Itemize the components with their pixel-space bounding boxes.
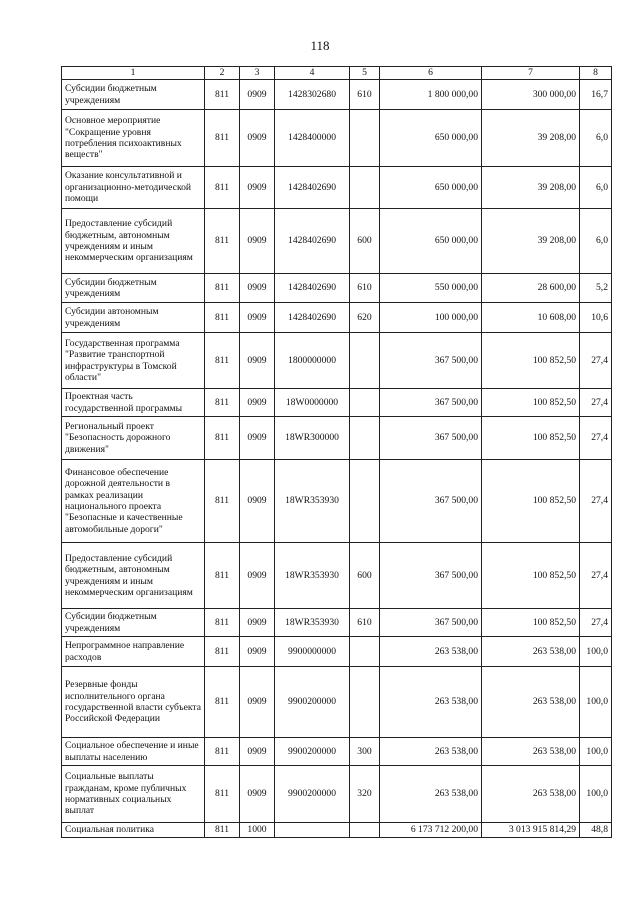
row-name-cell: Проектная часть государственной программы — [62, 389, 205, 417]
actual-amount-cell: 39 208,00 — [482, 209, 580, 274]
expense-type-cell — [350, 389, 380, 417]
admin-code-cell: 811 — [205, 766, 240, 823]
target-article-cell: 1428402690 — [275, 167, 350, 209]
percent-cell: 27,4 — [580, 417, 612, 460]
admin-code-cell: 811 — [205, 609, 240, 637]
section-code-cell: 0909 — [240, 303, 275, 333]
admin-code-cell: 811 — [205, 110, 240, 167]
table-row — [62, 738, 612, 766]
admin-code-cell: 811 — [205, 209, 240, 274]
actual-amount-cell: 263 538,00 — [482, 667, 580, 738]
admin-code-cell: 811 — [205, 80, 240, 110]
percent-cell: 27,4 — [580, 609, 612, 637]
expense-type-cell: 610 — [350, 274, 380, 303]
target-article-cell: 1800000000 — [275, 333, 350, 389]
actual-amount-cell: 28 600,00 — [482, 274, 580, 303]
table-row — [62, 460, 612, 543]
row-name-cell: Субсидии бюджетным учреждениям — [62, 609, 205, 637]
expense-type-cell: 600 — [350, 543, 380, 609]
expense-type-cell — [350, 417, 380, 460]
row-name-cell: Социальная политика — [62, 823, 205, 838]
target-article-cell — [275, 823, 350, 838]
expense-type-cell — [350, 637, 380, 667]
expense-type-cell: 600 — [350, 209, 380, 274]
actual-amount-cell: 100 852,50 — [482, 543, 580, 609]
target-article-cell: 9900200000 — [275, 766, 350, 823]
expense-type-cell: 610 — [350, 80, 380, 110]
target-article-cell: 18W0000000 — [275, 389, 350, 417]
table-row — [62, 766, 612, 823]
table-header-row — [62, 67, 612, 80]
section-code-cell: 0909 — [240, 766, 275, 823]
row-name-cell: Предоставление субсидий бюджетным, автономным учреждениям и иным некоммерческим организациям — [62, 209, 205, 274]
target-article-cell: 1428400000 — [275, 110, 350, 167]
target-article-cell: 18WR353930 — [275, 609, 350, 637]
percent-cell: 27,4 — [580, 389, 612, 417]
section-code-cell: 0909 — [240, 274, 275, 303]
expense-type-cell — [350, 460, 380, 543]
plan-amount-cell: 367 500,00 — [380, 609, 482, 637]
row-name-cell: Резервные фонды исполнительного органа государственной власти субъекта Российской Федерации — [62, 667, 205, 738]
table-row — [62, 823, 612, 838]
table-row — [62, 333, 612, 389]
admin-code-cell: 811 — [205, 274, 240, 303]
expense-type-cell — [350, 667, 380, 738]
row-name-cell: Субсидии бюджетным учреждениям — [62, 274, 205, 303]
row-name-cell: Субсидии автономным учреждениям — [62, 303, 205, 333]
plan-amount-cell: 650 000,00 — [380, 209, 482, 274]
target-article-cell: 9900000000 — [275, 637, 350, 667]
section-code-cell: 0909 — [240, 209, 275, 274]
row-name-cell: Основное мероприятие "Сокращение уровня потребления психоактивных веществ" — [62, 110, 205, 167]
column-header: 8 — [580, 67, 612, 80]
section-code-cell: 0909 — [240, 110, 275, 167]
table-row — [62, 274, 612, 303]
expense-type-cell — [350, 333, 380, 389]
section-code-cell: 0909 — [240, 609, 275, 637]
target-article-cell: 9900200000 — [275, 738, 350, 766]
plan-amount-cell: 263 538,00 — [380, 766, 482, 823]
plan-amount-cell: 367 500,00 — [380, 417, 482, 460]
column-header: 5 — [350, 67, 380, 80]
plan-amount-cell: 650 000,00 — [380, 167, 482, 209]
target-article-cell: 9900200000 — [275, 667, 350, 738]
percent-cell: 27,4 — [580, 333, 612, 389]
plan-amount-cell: 263 538,00 — [380, 637, 482, 667]
admin-code-cell: 811 — [205, 333, 240, 389]
column-header: 3 — [240, 67, 275, 80]
table-row — [62, 637, 612, 667]
section-code-cell: 0909 — [240, 333, 275, 389]
target-article-cell: 1428402690 — [275, 274, 350, 303]
section-code-cell: 0909 — [240, 417, 275, 460]
section-code-cell: 0909 — [240, 460, 275, 543]
table-row — [62, 303, 612, 333]
plan-amount-cell: 367 500,00 — [380, 333, 482, 389]
target-article-cell: 1428402690 — [275, 303, 350, 333]
table-row — [62, 209, 612, 274]
table-row — [62, 543, 612, 609]
plan-amount-cell: 100 000,00 — [380, 303, 482, 333]
admin-code-cell: 811 — [205, 637, 240, 667]
table-body — [62, 80, 612, 838]
section-code-cell: 0909 — [240, 80, 275, 110]
expense-type-cell: 320 — [350, 766, 380, 823]
target-article-cell: 18WR353930 — [275, 460, 350, 543]
actual-amount-cell: 263 538,00 — [482, 738, 580, 766]
admin-code-cell: 811 — [205, 460, 240, 543]
section-code-cell: 0909 — [240, 543, 275, 609]
actual-amount-cell: 263 538,00 — [482, 637, 580, 667]
row-name-cell: Социальное обеспечение и иные выплаты населению — [62, 738, 205, 766]
section-code-cell: 0909 — [240, 667, 275, 738]
actual-amount-cell: 100 852,50 — [482, 333, 580, 389]
admin-code-cell: 811 — [205, 738, 240, 766]
percent-cell: 100,0 — [580, 637, 612, 667]
row-name-cell: Непрограммное направление расходов — [62, 637, 205, 667]
budget-table — [61, 66, 612, 838]
actual-amount-cell: 100 852,50 — [482, 389, 580, 417]
actual-amount-cell: 100 852,50 — [482, 417, 580, 460]
percent-cell: 6,0 — [580, 110, 612, 167]
actual-amount-cell: 263 538,00 — [482, 766, 580, 823]
actual-amount-cell: 10 608,00 — [482, 303, 580, 333]
percent-cell: 5,2 — [580, 274, 612, 303]
table-row — [62, 110, 612, 167]
column-header: 7 — [482, 67, 580, 80]
percent-cell: 100,0 — [580, 738, 612, 766]
admin-code-cell: 811 — [205, 389, 240, 417]
target-article-cell: 18WR300000 — [275, 417, 350, 460]
percent-cell: 10,6 — [580, 303, 612, 333]
table-row — [62, 389, 612, 417]
table-row — [62, 667, 612, 738]
row-name-cell: Финансовое обеспечение дорожной деятельности в рамках реализации национального проекта "Безопасные и качественные автомобильные дороги" — [62, 460, 205, 543]
row-name-cell: Оказание консультативной и организационно-методической помощи — [62, 167, 205, 209]
plan-amount-cell: 263 538,00 — [380, 667, 482, 738]
expense-type-cell — [350, 110, 380, 167]
actual-amount-cell: 100 852,50 — [482, 609, 580, 637]
target-article-cell: 1428302680 — [275, 80, 350, 110]
row-name-cell: Социальные выплаты гражданам, кроме публичных нормативных социальных выплат — [62, 766, 205, 823]
percent-cell: 16,7 — [580, 80, 612, 110]
actual-amount-cell: 3 013 915 814,29 — [482, 823, 580, 838]
row-name-cell: Государственная программа "Развитие транспортной инфраструктуры в Томской области" — [62, 333, 205, 389]
percent-cell: 100,0 — [580, 766, 612, 823]
expense-type-cell: 300 — [350, 738, 380, 766]
actual-amount-cell: 39 208,00 — [482, 167, 580, 209]
admin-code-cell: 811 — [205, 543, 240, 609]
admin-code-cell: 811 — [205, 417, 240, 460]
plan-amount-cell: 650 000,00 — [380, 110, 482, 167]
percent-cell: 100,0 — [580, 667, 612, 738]
section-code-cell: 0909 — [240, 738, 275, 766]
expense-type-cell: 610 — [350, 609, 380, 637]
column-header: 4 — [275, 67, 350, 80]
expense-type-cell — [350, 823, 380, 838]
section-code-cell: 0909 — [240, 637, 275, 667]
percent-cell: 27,4 — [580, 460, 612, 543]
column-header: 2 — [205, 67, 240, 80]
plan-amount-cell: 6 173 712 200,00 — [380, 823, 482, 838]
percent-cell: 6,0 — [580, 167, 612, 209]
table-row — [62, 417, 612, 460]
expense-type-cell: 620 — [350, 303, 380, 333]
table-row — [62, 167, 612, 209]
percent-cell: 48,8 — [580, 823, 612, 838]
actual-amount-cell: 100 852,50 — [482, 460, 580, 543]
section-code-cell: 0909 — [240, 167, 275, 209]
row-name-cell: Региональный проект "Безопасность дорожного движения" — [62, 417, 205, 460]
admin-code-cell: 811 — [205, 167, 240, 209]
plan-amount-cell: 367 500,00 — [380, 543, 482, 609]
percent-cell: 6,0 — [580, 209, 612, 274]
page-number: 118 — [310, 38, 330, 53]
plan-amount-cell: 1 800 000,00 — [380, 80, 482, 110]
column-header: 6 — [380, 67, 482, 80]
percent-cell: 27,4 — [580, 543, 612, 609]
actual-amount-cell: 39 208,00 — [482, 110, 580, 167]
actual-amount-cell: 300 000,00 — [482, 80, 580, 110]
admin-code-cell: 811 — [205, 303, 240, 333]
expense-type-cell — [350, 167, 380, 209]
plan-amount-cell: 367 500,00 — [380, 460, 482, 543]
admin-code-cell: 811 — [205, 823, 240, 838]
row-name-cell: Предоставление субсидий бюджетным, автономным учреждениям и иным некоммерческим организациям — [62, 543, 205, 609]
table-row — [62, 80, 612, 110]
plan-amount-cell: 263 538,00 — [380, 738, 482, 766]
admin-code-cell: 811 — [205, 667, 240, 738]
table-row — [62, 609, 612, 637]
row-name-cell: Субсидии бюджетным учреждениям — [62, 80, 205, 110]
target-article-cell: 18WR353930 — [275, 543, 350, 609]
plan-amount-cell: 550 000,00 — [380, 274, 482, 303]
section-code-cell: 1000 — [240, 823, 275, 838]
section-code-cell: 0909 — [240, 389, 275, 417]
target-article-cell: 1428402690 — [275, 209, 350, 274]
plan-amount-cell: 367 500,00 — [380, 389, 482, 417]
column-header: 1 — [62, 67, 205, 80]
